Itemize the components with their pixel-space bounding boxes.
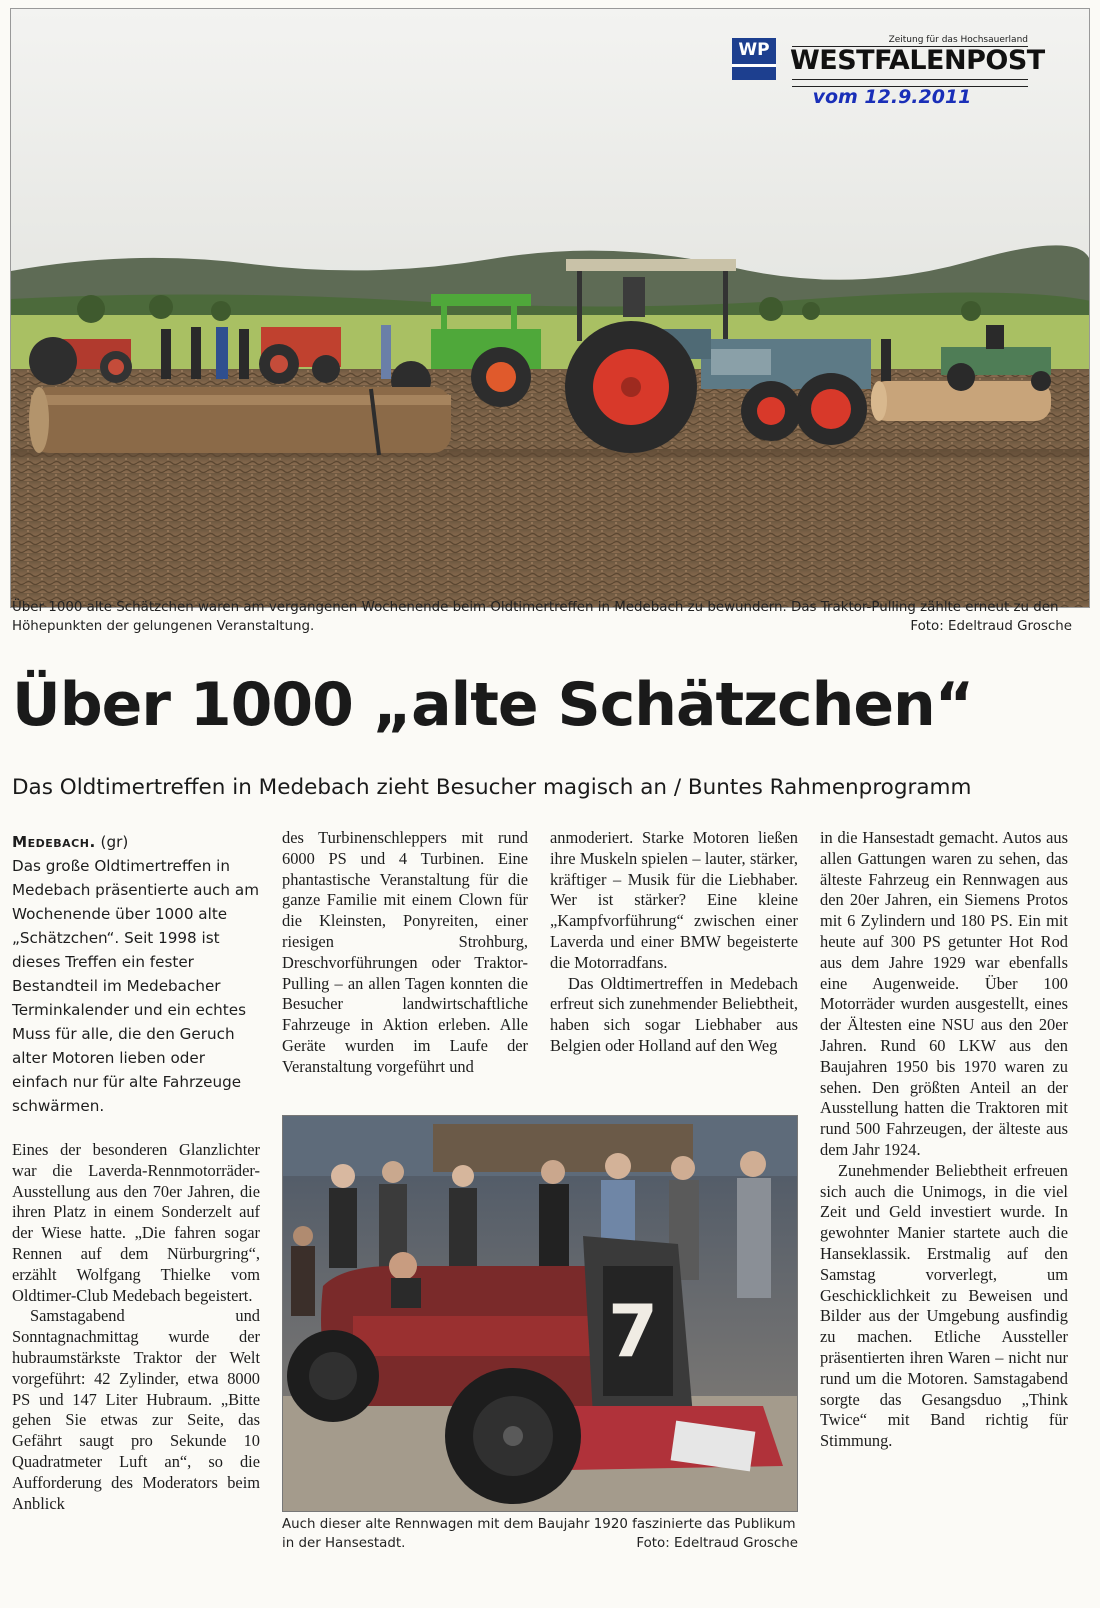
log-left [29,387,451,455]
subheadline: Das Oldtimertreffen in Medebach zieht Besucher magisch an / Buntes Rahmenprogramm [12,775,972,800]
masthead-tagline: Zeitung für das Hochsauerland [792,34,1028,47]
col3-paragraph-1: anmoderiert. Starke Motoren ließen ihre Muskeln spielen – lauter, stärker, kräftiger – Musik für die Liebhaber. Wer ist stärker? Eine kleine „Kampfvorführung“ zwischen einer Laverda und einer BMW begeisterte die Motorradfans. [550,828,798,972]
masthead-title: WESTFALENPOST [790,45,1045,76]
col4-paragraph-2: Zunehmender Beliebtheit erfreuen sich auch die Unimogs, in die viel Zeit und Geld investiert wurde. In gewohnter Manier startete auch die Hanseklassik. Erstmalig auf den Samstag vorverlegt, um Geschicklichkeit zu Beweisen und Bilder aus der Umgebung ausfindig zu machen. Etliche Aussteller präsentierten ihren Waren – nicht nur rund um die Motoren. Samstagabend sorgte das Gesangsduo „Think Twice“ mit Band richtig für Stimmung. [820,1160,1068,1451]
race-car-illustration [283,1116,798,1512]
lead-paragraph [12,830,260,1118]
building [433,1124,693,1172]
masthead [732,34,1045,112]
race-car-photo [282,1115,798,1512]
author-initials: (gr) [95,833,129,851]
car-number: 7 [607,1289,659,1373]
headline: Über 1000 „alte Schätzchen“ [12,670,974,740]
issue-date: vom 12.9.2011 [812,86,972,108]
top-photo-caption [12,598,1072,636]
mid-caption-text: Auch dieser alte Rennwagen mit dem Baujahr 1920 faszinierte das Publikum in der Hansestadt. [282,1517,796,1551]
col3-paragraph-2: Das Oldtimertreffen in Medebach erfreut sich zunehmender Beliebtheit, haben sich sogar Liebhaber aus Belgien oder Holland auf den Weg [550,973,798,1055]
mid-caption-credit: Foto: Edeltraud Grosche [636,1536,798,1551]
top-caption-text: Über 1000 alte Schätzchen waren am vergangenen Wochenende beim Oldtimertreffen in Medebach zu bewundern. Das Traktor-Pulling zählte erneut zu den Höhepunkten der gelungenen Veranstaltung. [12,600,1059,634]
column-2 [282,828,528,1078]
lead-text: Das große Oldtimertreffen in Medebach präsentierte auch am Wochenende über 1000 alte „Schätzchen“. Seit 1998 ist dieses Treffen ein fester Bestandteil im Medebacher Terminkalender und ein echtes Muss für alle, die den Geruch alter Motoren lieben oder einfach nur für alte Fahrzeuge schwärmen. [12,857,259,1115]
race-car-caption [282,1515,798,1553]
column-4 [820,828,1068,1452]
top-caption-credit: Foto: Edeltraud Grosche [910,619,1072,634]
col2-paragraph-1: des Turbinenschleppers mit rund 6000 PS und 4 Turbinen. Eine phantastische Veranstaltung für die ganze Familie mit einem Clown für die Kleinsten, Ponyreiten, einer riesigen Strohburg, Dreschvorführungen oder Traktor-Pulling – an allen Tagen konnten die Besucher landwirtschaftliche Fahrzeuge in Aktion erleben. Alle Geräte wurden im Laufe der Veranstaltung vorgeführt und [282,828,528,1076]
column-3 [550,828,798,1057]
dateline: Medebach. [12,833,96,851]
logo-text: WP [738,40,770,60]
column-1 [12,1140,260,1514]
meadow [11,315,1090,375]
westfalenpost-logo [732,38,776,80]
col1-paragraph-1: Eines der besonderen Glanzlichter war die Laverda-Rennmotorräder-Ausstellung aus den 70er Jahren, die ihren Platz in einem Sonderzelt auf der Wiese hatte. „Die fahren sogar Rennen auf dem Nürburgring“, erzählt Wolfgang Thielke vom Oldtimer-Club Medebach begeistert. [12,1140,260,1305]
driver-head [389,1252,417,1280]
col1-paragraph-2: Samstagabend und Sonntagnachmittag wurde der hubraumstärkste Traktor der Welt vorgeführt: 42 Zylinder, etwa 8000 PS und 147 Liter Hubraum. „Bitte gehen Sie etwas zur Seite, das Gefährt saugt pro Sekunde 10 Quadratmeter Luft an“, so die Aufforderung des Moderators beim Anblick [12,1306,260,1513]
col4-paragraph-1: in die Hansestadt gemacht. Autos aus allen Gattungen waren zu sehen, das älteste Fahrzeug ein Rennwagen aus den 20er Jahren, ein Siemens Protos mit 6 Zylindern und 180 PS. Ein mit heute auf 300 PS getunter Hot Rod aus dem Jahre 1929 war ebenfalls eine Augenweide. Über 100 Motorräder wurden ausgestellt, eines der Ältesten eine NSU aus den 20er Jahren. Rund 60 LKW aus den Baujahren 1950 bis 1970 waren zu sehen. Den größten Anteil an der Ausstellung hatten die Traktoren mit rund 500 Fahrzeugen, der älteste aus dem Jahr 1924. [820,828,1068,1159]
